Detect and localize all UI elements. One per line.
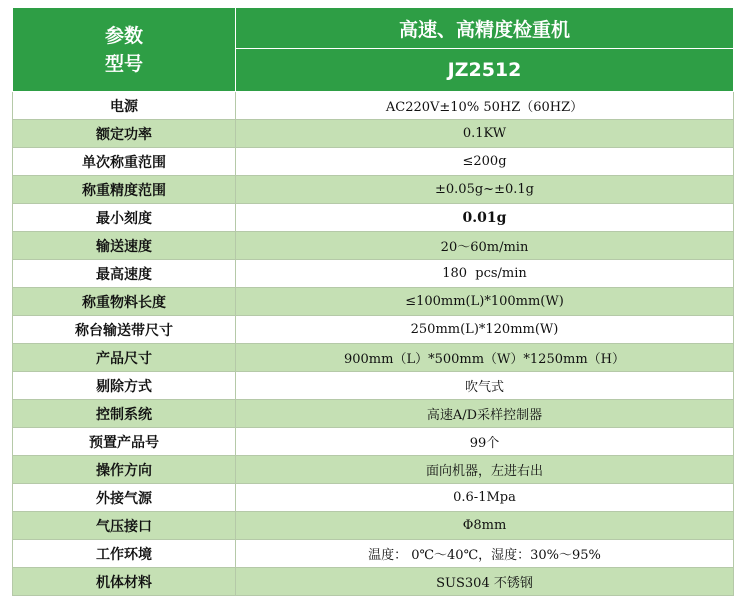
product-name: 高速、高精度检重机: [236, 8, 734, 49]
table-row: [13, 568, 734, 596]
spec-label: 剔除方式: [13, 372, 236, 400]
table-row: [13, 148, 734, 176]
table-row: [13, 204, 734, 232]
spec-label: 操作方向: [13, 456, 236, 484]
spec-value: 180 pcs/min: [236, 260, 734, 288]
table-row: [13, 176, 734, 204]
spec-value: ≤100mm(L)*100mm(W): [236, 288, 734, 316]
spec-label: 最小刻度: [13, 204, 236, 232]
spec-value: 温度： 0℃～40℃，湿度：30%～95%: [236, 540, 734, 568]
spec-label: 预置产品号: [13, 428, 236, 456]
spec-value: AC220V±10% 50HZ（60HZ）: [236, 92, 734, 120]
spec-value: 99个: [236, 428, 734, 456]
table-row: [13, 316, 734, 344]
spec-value: 250mm(L)*120mm(W): [236, 316, 734, 344]
spec-label: 工作环境: [13, 540, 236, 568]
spec-label: 称台输送带尺寸: [13, 316, 236, 344]
table-row: [13, 428, 734, 456]
table-row: [13, 344, 734, 372]
spec-value: 0.6-1Mpa: [236, 484, 734, 512]
table-row: [13, 372, 734, 400]
spec-value: 吹气式: [236, 372, 734, 400]
spec-table-container: [12, 7, 733, 595]
spec-label: 机体材料: [13, 568, 236, 596]
table-row: [13, 288, 734, 316]
spec-label: 单次称重范围: [13, 148, 236, 176]
spec-value: 0.1KW: [236, 120, 734, 148]
table-row: [13, 456, 734, 484]
spec-table: [12, 7, 734, 596]
spec-value: 0.01g: [236, 204, 734, 232]
table-row: [13, 232, 734, 260]
spec-label: 额定功率: [13, 120, 236, 148]
header-row-title: [13, 8, 734, 49]
table-row: [13, 92, 734, 120]
table-row: [13, 400, 734, 428]
spec-value: Φ8mm: [236, 512, 734, 540]
spec-value: 900mm（L）*500mm（W）*1250mm（H）: [236, 344, 734, 372]
param-model-header: [13, 8, 236, 92]
spec-label: 产品尺寸: [13, 344, 236, 372]
table-row: [13, 512, 734, 540]
spec-value: ±0.05g~±0.1g: [236, 176, 734, 204]
table-row: [13, 260, 734, 288]
spec-label: 称重精度范围: [13, 176, 236, 204]
spec-value: ≤200g: [236, 148, 734, 176]
spec-value: 20～60m/min: [236, 232, 734, 260]
table-row: [13, 484, 734, 512]
model-label: 型号: [104, 52, 143, 75]
spec-label: 气压接口: [13, 512, 236, 540]
spec-label: 电源: [13, 92, 236, 120]
spec-value: 面向机器，左进右出: [236, 456, 734, 484]
spec-label: 输送速度: [13, 232, 236, 260]
spec-label: 外接气源: [13, 484, 236, 512]
spec-label: 称重物料长度: [13, 288, 236, 316]
spec-label: 控制系统: [13, 400, 236, 428]
model-number: JZ2512: [236, 49, 734, 92]
table-row: [13, 540, 734, 568]
table-row: [13, 120, 734, 148]
spec-label: 最高速度: [13, 260, 236, 288]
spec-value: 高速A/D采样控制器: [236, 400, 734, 428]
spec-value: SUS304 不锈钢: [236, 568, 734, 596]
param-label: 参数: [104, 24, 143, 47]
